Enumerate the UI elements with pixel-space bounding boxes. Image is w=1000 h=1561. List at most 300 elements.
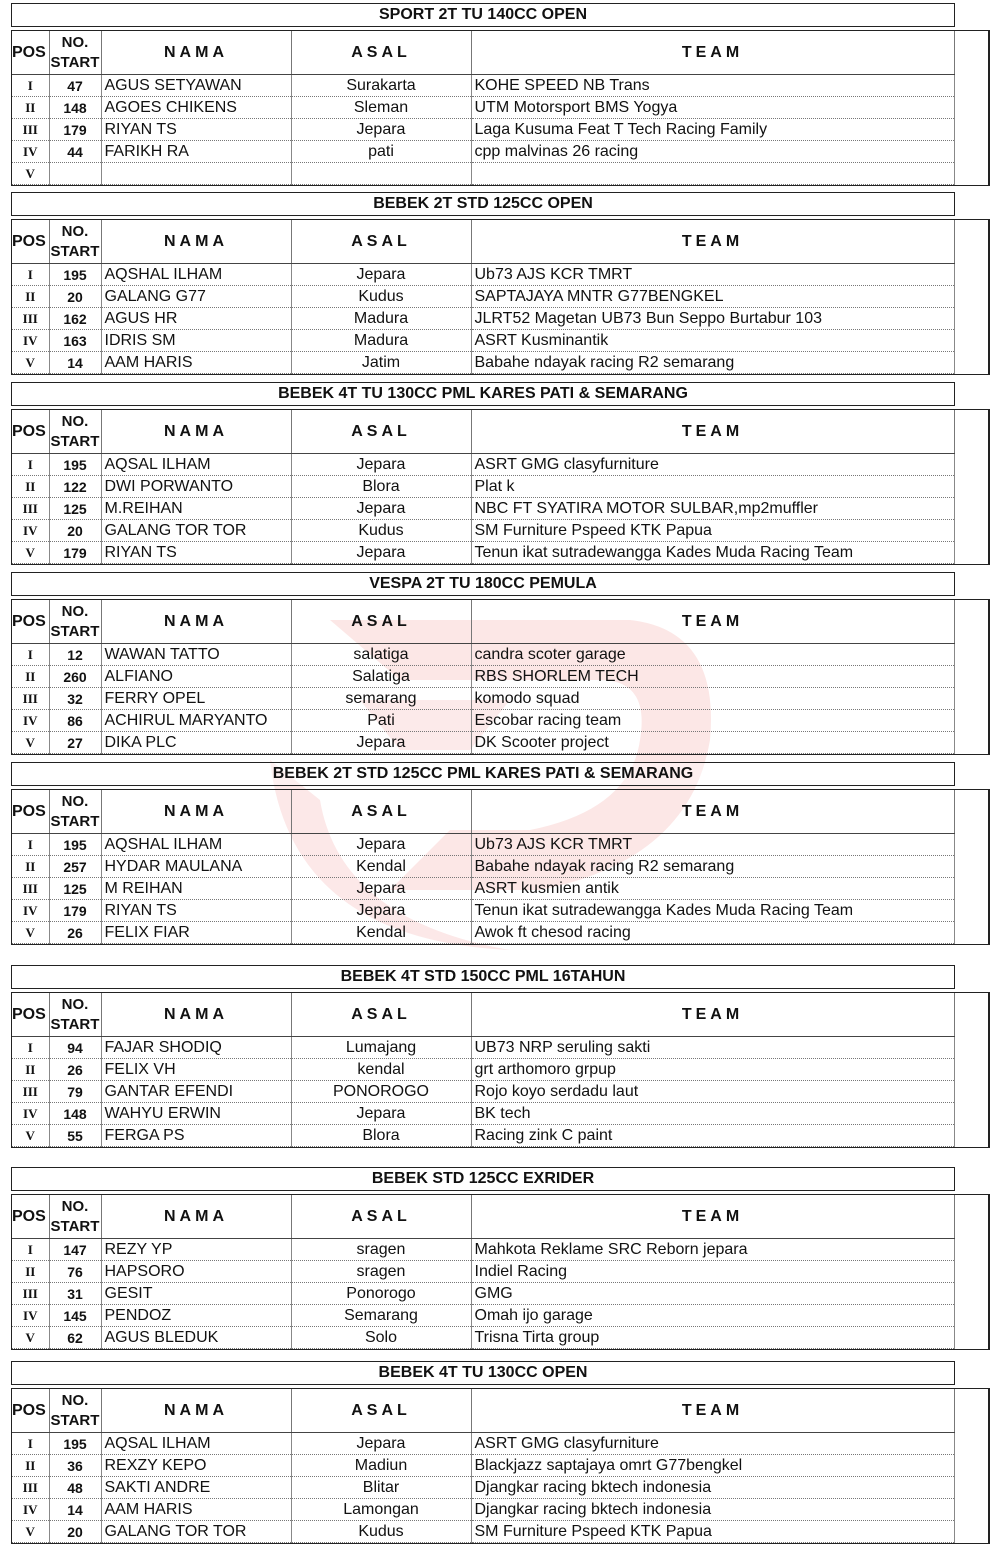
cell-nama: FELIX VH <box>101 1059 291 1081</box>
cell-team: grt arthomoro grpup <box>471 1059 954 1081</box>
column-header-team: TEAM <box>471 993 954 1037</box>
table-header-row <box>12 600 954 644</box>
table-header-row <box>12 410 954 454</box>
table-row <box>12 1081 954 1103</box>
cell-nama: IDRIS SM <box>101 330 291 352</box>
column-header-team: TEAM <box>471 1389 954 1433</box>
cell-no: 44 <box>49 141 101 163</box>
results-table-frame <box>11 789 990 945</box>
column-header-asal: ASAL <box>291 1389 471 1433</box>
column-header-team: TEAM <box>471 410 954 454</box>
cell-team: ASRT Kusminantik <box>471 330 954 352</box>
section-title: BEBEK 2T STD 125CC OPEN <box>11 192 955 216</box>
cell-no: 36 <box>49 1455 101 1477</box>
column-header-pos: POS <box>12 790 49 834</box>
cell-pos: II <box>12 1261 49 1283</box>
cell-team: BK tech <box>471 1103 954 1125</box>
column-header-no: NO. START <box>49 1195 101 1239</box>
cell-team: Tenun ikat sutradewangga Kades Muda Racing Team <box>471 542 954 564</box>
cell-pos: V <box>12 732 49 754</box>
cell-pos: V <box>12 352 49 374</box>
results-table <box>12 790 955 944</box>
results-table-frame <box>11 409 990 565</box>
cell-pos: III <box>12 1477 49 1499</box>
cell-nama: AGUS HR <box>101 308 291 330</box>
cell-no: 195 <box>49 1433 101 1455</box>
cell-no: 20 <box>49 286 101 308</box>
cell-team: Indiel Racing <box>471 1261 954 1283</box>
cell-pos: V <box>12 922 49 944</box>
cell-nama: HAPSORO <box>101 1261 291 1283</box>
cell-nama: AGUS SETYAWAN <box>101 75 291 97</box>
cell-asal: Blora <box>291 476 471 498</box>
section-title: BEBEK 4T TU 130CC PML KARES PATI & SEMARANG <box>11 382 955 406</box>
column-header-team: TEAM <box>471 220 954 264</box>
cell-asal: Kendal <box>291 856 471 878</box>
section-title: VESPA 2T TU 180CC PEMULA <box>11 572 955 596</box>
cell-no: 12 <box>49 644 101 666</box>
cell-pos: II <box>12 286 49 308</box>
table-row <box>12 286 954 308</box>
cell-no: 122 <box>49 476 101 498</box>
cell-pos: III <box>12 688 49 710</box>
cell-nama: AQSAL ILHAM <box>101 454 291 476</box>
column-header-no: NO. START <box>49 31 101 75</box>
cell-pos: IV <box>12 141 49 163</box>
cell-pos: I <box>12 264 49 286</box>
column-header-nama: NAMA <box>101 410 291 454</box>
table-row <box>12 878 954 900</box>
cell-no: 147 <box>49 1239 101 1261</box>
cell-asal: Jepara <box>291 264 471 286</box>
cell-asal: salatiga <box>291 644 471 666</box>
cell-nama: DWI PORWANTO <box>101 476 291 498</box>
column-header-pos: POS <box>12 220 49 264</box>
cell-no: 260 <box>49 666 101 688</box>
cell-nama: AQSHAL ILHAM <box>101 834 291 856</box>
cell-team: SM Furniture Pspeed KTK Papua <box>471 520 954 542</box>
cell-pos: I <box>12 1433 49 1455</box>
results-table <box>12 600 955 754</box>
cell-team: DK Scooter project <box>471 732 954 754</box>
cell-no: 20 <box>49 520 101 542</box>
cell-pos: V <box>12 163 49 185</box>
cell-nama: AQSAL ILHAM <box>101 1433 291 1455</box>
cell-pos: III <box>12 119 49 141</box>
column-header-no: NO. START <box>49 220 101 264</box>
cell-nama: AGOES CHIKENS <box>101 97 291 119</box>
cell-team: Omah ijo garage <box>471 1305 954 1327</box>
cell-nama: FAJAR SHODIQ <box>101 1037 291 1059</box>
cell-nama: AAM HARIS <box>101 352 291 374</box>
column-header-asal: ASAL <box>291 31 471 75</box>
cell-asal: Jepara <box>291 732 471 754</box>
cell-asal: Ponorogo <box>291 1283 471 1305</box>
cell-nama: GALANG TOR TOR <box>101 1521 291 1543</box>
cell-pos: IV <box>12 1103 49 1125</box>
cell-pos: V <box>12 542 49 564</box>
cell-pos: I <box>12 834 49 856</box>
cell-nama: ACHIRUL MARYANTO <box>101 710 291 732</box>
section-title: BEBEK 2T STD 125CC PML KARES PATI & SEMARANG <box>11 762 955 786</box>
column-header-asal: ASAL <box>291 790 471 834</box>
column-header-pos: POS <box>12 600 49 644</box>
results-table <box>12 993 955 1147</box>
cell-team: ASRT GMG clasyfurniture <box>471 454 954 476</box>
results-table <box>12 1389 955 1543</box>
cell-team: candra scoter garage <box>471 644 954 666</box>
cell-team: Awok ft chesod racing <box>471 922 954 944</box>
cell-pos: IV <box>12 900 49 922</box>
cell-asal: Jepara <box>291 834 471 856</box>
results-table <box>12 410 955 564</box>
cell-no: 31 <box>49 1283 101 1305</box>
column-header-no: NO. START <box>49 600 101 644</box>
cell-nama: WAWAN TATTO <box>101 644 291 666</box>
cell-pos: II <box>12 1059 49 1081</box>
column-header-pos: POS <box>12 31 49 75</box>
table-header-row <box>12 31 954 75</box>
cell-team: Blackjazz saptajaya omrt G77bengkel <box>471 1455 954 1477</box>
cell-nama: FERGA PS <box>101 1125 291 1147</box>
column-header-nama: NAMA <box>101 993 291 1037</box>
cell-team: cpp malvinas 26 racing <box>471 141 954 163</box>
results-table <box>12 31 955 185</box>
cell-team: Tenun ikat sutradewangga Kades Muda Racing Team <box>471 900 954 922</box>
column-header-asal: ASAL <box>291 600 471 644</box>
cell-asal: Jepara <box>291 878 471 900</box>
cell-pos: V <box>12 1521 49 1543</box>
table-row <box>12 922 954 944</box>
cell-no: 179 <box>49 119 101 141</box>
cell-team: Racing zink C paint <box>471 1125 954 1147</box>
cell-team: GMG <box>471 1283 954 1305</box>
cell-pos: V <box>12 1327 49 1349</box>
table-row <box>12 666 954 688</box>
cell-nama: PENDOZ <box>101 1305 291 1327</box>
cell-no: 179 <box>49 900 101 922</box>
cell-nama: RIYAN TS <box>101 119 291 141</box>
column-header-nama: NAMA <box>101 1389 291 1433</box>
cell-no: 26 <box>49 922 101 944</box>
cell-team: Ub73 AJS KCR TMRT <box>471 834 954 856</box>
cell-asal: Jepara <box>291 1103 471 1125</box>
cell-nama: SAKTI ANDRE <box>101 1477 291 1499</box>
column-header-team: TEAM <box>471 1195 954 1239</box>
cell-team: UTM Motorsport BMS Yogya <box>471 97 954 119</box>
table-row <box>12 97 954 119</box>
column-header-no: NO. START <box>49 1389 101 1433</box>
cell-nama: AGUS BLEDUK <box>101 1327 291 1349</box>
cell-asal: Kendal <box>291 922 471 944</box>
cell-pos: II <box>12 1455 49 1477</box>
table-header-row <box>12 1389 954 1433</box>
table-row <box>12 1521 954 1543</box>
section-title: SPORT 2T TU 140CC OPEN <box>11 3 955 27</box>
table-row <box>12 1103 954 1125</box>
cell-team: komodo squad <box>471 688 954 710</box>
cell-nama: HYDAR MAULANA <box>101 856 291 878</box>
results-table-frame <box>11 30 990 186</box>
cell-asal: Lumajang <box>291 1037 471 1059</box>
table-row <box>12 710 954 732</box>
cell-asal: semarang <box>291 688 471 710</box>
table-row <box>12 834 954 856</box>
cell-asal: Jepara <box>291 900 471 922</box>
results-table <box>12 1195 955 1349</box>
table-header-row <box>12 220 954 264</box>
cell-pos: III <box>12 308 49 330</box>
cell-pos: IV <box>12 330 49 352</box>
table-row <box>12 352 954 374</box>
cell-no: 195 <box>49 454 101 476</box>
cell-nama: REXZY KEPO <box>101 1455 291 1477</box>
cell-asal: Jepara <box>291 498 471 520</box>
table-row <box>12 75 954 97</box>
table-row <box>12 1283 954 1305</box>
column-header-nama: NAMA <box>101 31 291 75</box>
cell-no: 125 <box>49 498 101 520</box>
cell-nama: GANTAR EFENDI <box>101 1081 291 1103</box>
column-header-no: NO. START <box>49 993 101 1037</box>
cell-team: KOHE SPEED NB Trans <box>471 75 954 97</box>
cell-no: 94 <box>49 1037 101 1059</box>
cell-asal: Madura <box>291 308 471 330</box>
cell-no: 27 <box>49 732 101 754</box>
cell-team: Djangkar racing bktech indonesia <box>471 1477 954 1499</box>
cell-asal: PONOROGO <box>291 1081 471 1103</box>
results-table-frame <box>11 1388 990 1544</box>
cell-team: Rojo koyo serdadu laut <box>471 1081 954 1103</box>
cell-team: NBC FT SYATIRA MOTOR SULBAR,mp2muffler <box>471 498 954 520</box>
cell-asal: Surakarta <box>291 75 471 97</box>
cell-nama: GALANG G77 <box>101 286 291 308</box>
cell-no: 14 <box>49 1499 101 1521</box>
cell-asal: Kudus <box>291 286 471 308</box>
table-row <box>12 900 954 922</box>
cell-no: 148 <box>49 97 101 119</box>
cell-pos: II <box>12 476 49 498</box>
column-header-nama: NAMA <box>101 220 291 264</box>
cell-nama <box>101 163 291 185</box>
cell-no: 14 <box>49 352 101 374</box>
cell-asal: Kudus <box>291 520 471 542</box>
cell-team: Trisna Tirta group <box>471 1327 954 1349</box>
cell-team: ASRT GMG clasyfurniture <box>471 1433 954 1455</box>
cell-nama: AQSHAL ILHAM <box>101 264 291 286</box>
column-header-team: TEAM <box>471 790 954 834</box>
results-table <box>12 220 955 374</box>
cell-pos: I <box>12 1239 49 1261</box>
section-title: BEBEK 4T TU 130CC OPEN <box>11 1361 955 1385</box>
table-row <box>12 1433 954 1455</box>
cell-no: 32 <box>49 688 101 710</box>
cell-asal: Blora <box>291 1125 471 1147</box>
cell-team <box>471 163 954 185</box>
column-header-asal: ASAL <box>291 410 471 454</box>
cell-asal: Jatim <box>291 352 471 374</box>
cell-asal: Semarang <box>291 1305 471 1327</box>
cell-nama: DIKA PLC <box>101 732 291 754</box>
table-row <box>12 542 954 564</box>
table-header-row <box>12 790 954 834</box>
cell-pos: III <box>12 1283 49 1305</box>
cell-no <box>49 163 101 185</box>
cell-asal: Jepara <box>291 1433 471 1455</box>
cell-no: 47 <box>49 75 101 97</box>
cell-team: Mahkota Reklame SRC Reborn jepara <box>471 1239 954 1261</box>
table-header-row <box>12 993 954 1037</box>
cell-pos: II <box>12 666 49 688</box>
table-row <box>12 520 954 542</box>
cell-team: ASRT kusmien antik <box>471 878 954 900</box>
column-header-pos: POS <box>12 410 49 454</box>
cell-team: Babahe ndayak racing R2 semarang <box>471 352 954 374</box>
table-row <box>12 454 954 476</box>
results-table-frame <box>11 1194 990 1350</box>
cell-asal: Solo <box>291 1327 471 1349</box>
column-header-asal: ASAL <box>291 220 471 264</box>
table-row <box>12 141 954 163</box>
table-row <box>12 1499 954 1521</box>
cell-no: 76 <box>49 1261 101 1283</box>
cell-no: 163 <box>49 330 101 352</box>
table-row <box>12 308 954 330</box>
cell-nama: AAM HARIS <box>101 1499 291 1521</box>
cell-pos: I <box>12 75 49 97</box>
cell-no: 62 <box>49 1327 101 1349</box>
cell-asal: Salatiga <box>291 666 471 688</box>
column-header-nama: NAMA <box>101 1195 291 1239</box>
table-row <box>12 688 954 710</box>
cell-asal: sragen <box>291 1261 471 1283</box>
cell-asal: Sleman <box>291 97 471 119</box>
results-table-frame <box>11 599 990 755</box>
cell-asal: Blitar <box>291 1477 471 1499</box>
cell-no: 148 <box>49 1103 101 1125</box>
cell-team: UB73 NRP seruling sakti <box>471 1037 954 1059</box>
cell-asal: Jepara <box>291 119 471 141</box>
cell-team: SM Furniture Pspeed KTK Papua <box>471 1521 954 1543</box>
column-header-pos: POS <box>12 1389 49 1433</box>
cell-pos: IV <box>12 1499 49 1521</box>
cell-nama: FELIX FIAR <box>101 922 291 944</box>
cell-asal: pati <box>291 141 471 163</box>
cell-no: 26 <box>49 1059 101 1081</box>
column-header-asal: ASAL <box>291 993 471 1037</box>
cell-no: 257 <box>49 856 101 878</box>
column-header-asal: ASAL <box>291 1195 471 1239</box>
cell-team: Plat k <box>471 476 954 498</box>
table-row <box>12 330 954 352</box>
cell-no: 86 <box>49 710 101 732</box>
cell-no: 20 <box>49 1521 101 1543</box>
column-header-team: TEAM <box>471 600 954 644</box>
table-row <box>12 1059 954 1081</box>
cell-nama: REZY YP <box>101 1239 291 1261</box>
cell-team: Laga Kusuma Feat T Tech Racing Family <box>471 119 954 141</box>
cell-team: Babahe ndayak racing R2 semarang <box>471 856 954 878</box>
cell-pos: IV <box>12 520 49 542</box>
cell-no: 145 <box>49 1305 101 1327</box>
cell-team: Escobar racing team <box>471 710 954 732</box>
cell-team: JLRT52 Magetan UB73 Bun Seppo Burtabur 103 <box>471 308 954 330</box>
cell-asal: Madura <box>291 330 471 352</box>
cell-asal: Pati <box>291 710 471 732</box>
cell-pos: II <box>12 856 49 878</box>
section-title: BEBEK 4T STD 150CC PML 16TAHUN <box>11 965 955 989</box>
cell-asal: Jepara <box>291 542 471 564</box>
table-row <box>12 163 954 185</box>
cell-no: 125 <box>49 878 101 900</box>
table-row <box>12 644 954 666</box>
table-row <box>12 264 954 286</box>
section-title: BEBEK STD 125CC EXRIDER <box>11 1167 955 1191</box>
table-row <box>12 498 954 520</box>
cell-asal: Jepara <box>291 454 471 476</box>
cell-no: 179 <box>49 542 101 564</box>
table-row <box>12 856 954 878</box>
cell-team: Ub73 AJS KCR TMRT <box>471 264 954 286</box>
cell-nama: GALANG TOR TOR <box>101 520 291 542</box>
column-header-pos: POS <box>12 993 49 1037</box>
cell-asal: sragen <box>291 1239 471 1261</box>
results-table-frame <box>11 992 990 1148</box>
cell-nama: GESIT <box>101 1283 291 1305</box>
cell-nama: RIYAN TS <box>101 900 291 922</box>
table-row <box>12 1477 954 1499</box>
cell-no: 55 <box>49 1125 101 1147</box>
results-table-frame <box>11 219 990 375</box>
cell-asal: kendal <box>291 1059 471 1081</box>
table-row <box>12 1037 954 1059</box>
cell-pos: III <box>12 1081 49 1103</box>
column-header-team: TEAM <box>471 31 954 75</box>
cell-nama: FERRY OPEL <box>101 688 291 710</box>
cell-nama: FARIKH RA <box>101 141 291 163</box>
cell-pos: II <box>12 97 49 119</box>
cell-asal: Lamongan <box>291 1499 471 1521</box>
cell-nama: RIYAN TS <box>101 542 291 564</box>
cell-no: 79 <box>49 1081 101 1103</box>
table-row <box>12 1125 954 1147</box>
table-row <box>12 732 954 754</box>
cell-team: SAPTAJAYA MNTR G77BENGKEL <box>471 286 954 308</box>
cell-asal: Kudus <box>291 1521 471 1543</box>
cell-no: 48 <box>49 1477 101 1499</box>
cell-nama: M.REIHAN <box>101 498 291 520</box>
table-header-row <box>12 1195 954 1239</box>
table-row <box>12 1261 954 1283</box>
cell-pos: IV <box>12 710 49 732</box>
cell-nama: ALFIANO <box>101 666 291 688</box>
cell-no: 162 <box>49 308 101 330</box>
cell-asal <box>291 163 471 185</box>
cell-team: RBS SHORLEM TECH <box>471 666 954 688</box>
cell-pos: I <box>12 454 49 476</box>
column-header-pos: POS <box>12 1195 49 1239</box>
cell-nama: WAHYU ERWIN <box>101 1103 291 1125</box>
cell-pos: IV <box>12 1305 49 1327</box>
column-header-no: NO. START <box>49 410 101 454</box>
table-row <box>12 1327 954 1349</box>
cell-pos: I <box>12 1037 49 1059</box>
cell-nama: M REIHAN <box>101 878 291 900</box>
table-row <box>12 119 954 141</box>
column-header-nama: NAMA <box>101 790 291 834</box>
cell-asal: Madiun <box>291 1455 471 1477</box>
table-row <box>12 1305 954 1327</box>
